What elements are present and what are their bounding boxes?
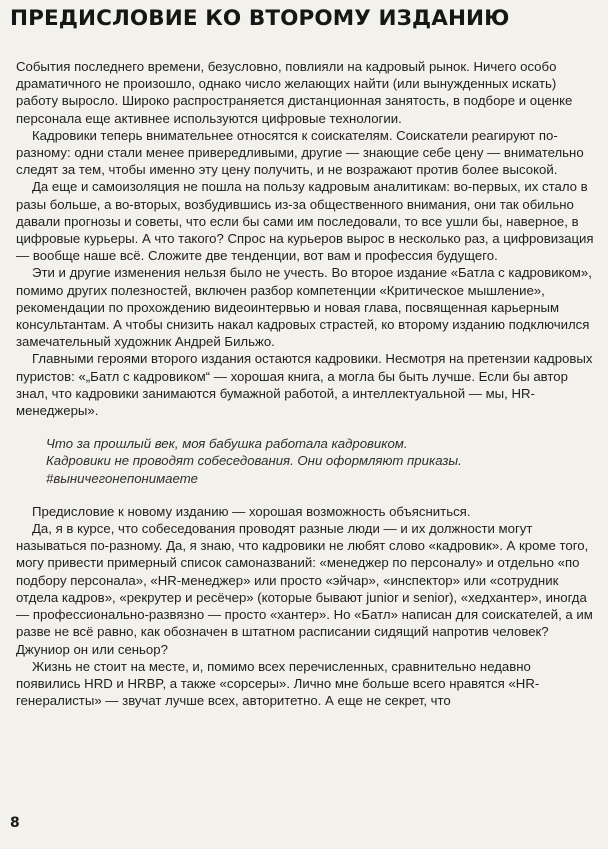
paragraph: События последнего времени, безусловно, повлияли на кадровый рынок. Ничего особо драматичного не произошло, однако число желающих найти (или вынужденных искать) работу выросло. Широко распространяется дистанционная занятость, в подборе и оценке персонала еще активнее используются цифровые технологии. bbox=[16, 59, 573, 126]
paragraph: Кадровики теперь внимательнее относятся к соискателям. Соискатели реагируют по-разному: одни стали менее привередливыми, другие — знающие себе цену — внимательно следят за тем, чтобы именно эту цену получить, и не возражают против более высокой. bbox=[16, 127, 584, 178]
paragraph: Да, я в курсе, что собеседования проводят разные люди — и их должности могут называться по-разному. Да, я знаю, что кадровики не любят слово «кадровик». А кроме того, могу привести примерный список самоназваний: «менеджер по персоналу» и отдельно «по подбору персонала», «HR-менеджер» или просто «эйчар», «инспектор» или «сотрудник отдела кадров», «рекрутер и ресёчер» (которые бывают junior и senior), «хедхантер», иногда — профессионально-развязно — просто «хантер». Но «Батл» написан для соискателей, а им разве не всё равно, как обозначен в штатном расписании сидящий напротив человек? Джуниор он или сеньор? bbox=[16, 521, 593, 657]
chapter-heading: ПРЕДИСЛОВИЕ КО ВТОРОМУ ИЗДАНИЮ bbox=[10, 6, 510, 31]
page-number: 8 bbox=[10, 815, 20, 831]
quote-line: Кадровики не проводят собеседования. Они оформляют приказы. bbox=[46, 453, 462, 469]
paragraph: Жизнь не стоит на месте, и, помимо всех перечисленных, сравнительно недавно появились HRD и HRBP, а также «сорсеры». Лично мне больше всего нравятся «HR-генералисты» — звучат лучше всех, авторитетно. А еще не секрет, что bbox=[16, 658, 540, 709]
quote-block bbox=[16, 435, 596, 487]
paragraph: Главными героями второго издания остаются кадровики. Несмотря на претензии кадровых пуристов: «„Батл с кадровиком“ — хорошая книга, а могла бы быть лучше. Если бы автор знал, что кадровики занимаются бумажной работой, а интеллектуальной — мы, HR-менеджеры». bbox=[16, 351, 593, 419]
body-text bbox=[16, 58, 596, 709]
paragraph: Да еще и самоизоляция не пошла на пользу кадровым аналитикам: во-первых, их стало в разы больше, а во-вторых, возбудившись из-за общественного внимания, они так обильно давали прогнозы и советы, что если бы сами им последовали, то все ушли бы, наверное, в цифровые курьеры. А что такого? Спрос на курьеров вырос в несколько раз, а цифровизация — вообще наше всё. Сложите две тенденции, вот вам и профессия будущего. bbox=[16, 179, 594, 264]
quote-hashtag: #выничегонепонимаете bbox=[46, 470, 199, 486]
quote-line: Что за прошлый век, моя бабушка работала кадровиком. bbox=[46, 436, 408, 452]
paragraph: Предисловие к новому изданию — хорошая возможность объясниться. bbox=[32, 503, 471, 519]
paragraph: Эти и другие изменения нельзя было не учесть. Во второе издание «Батла с кадровиком», помимо других полезностей, включен разбор компетенции «Критическое мышление», рекомендации по прохождению видеоинтервью и новая глава, посвященная карьерным консультантам. А чтобы снизить накал кадровых страстей, ко второму изданию подключился замечательный художник Андрей Бильжо. bbox=[16, 265, 592, 350]
